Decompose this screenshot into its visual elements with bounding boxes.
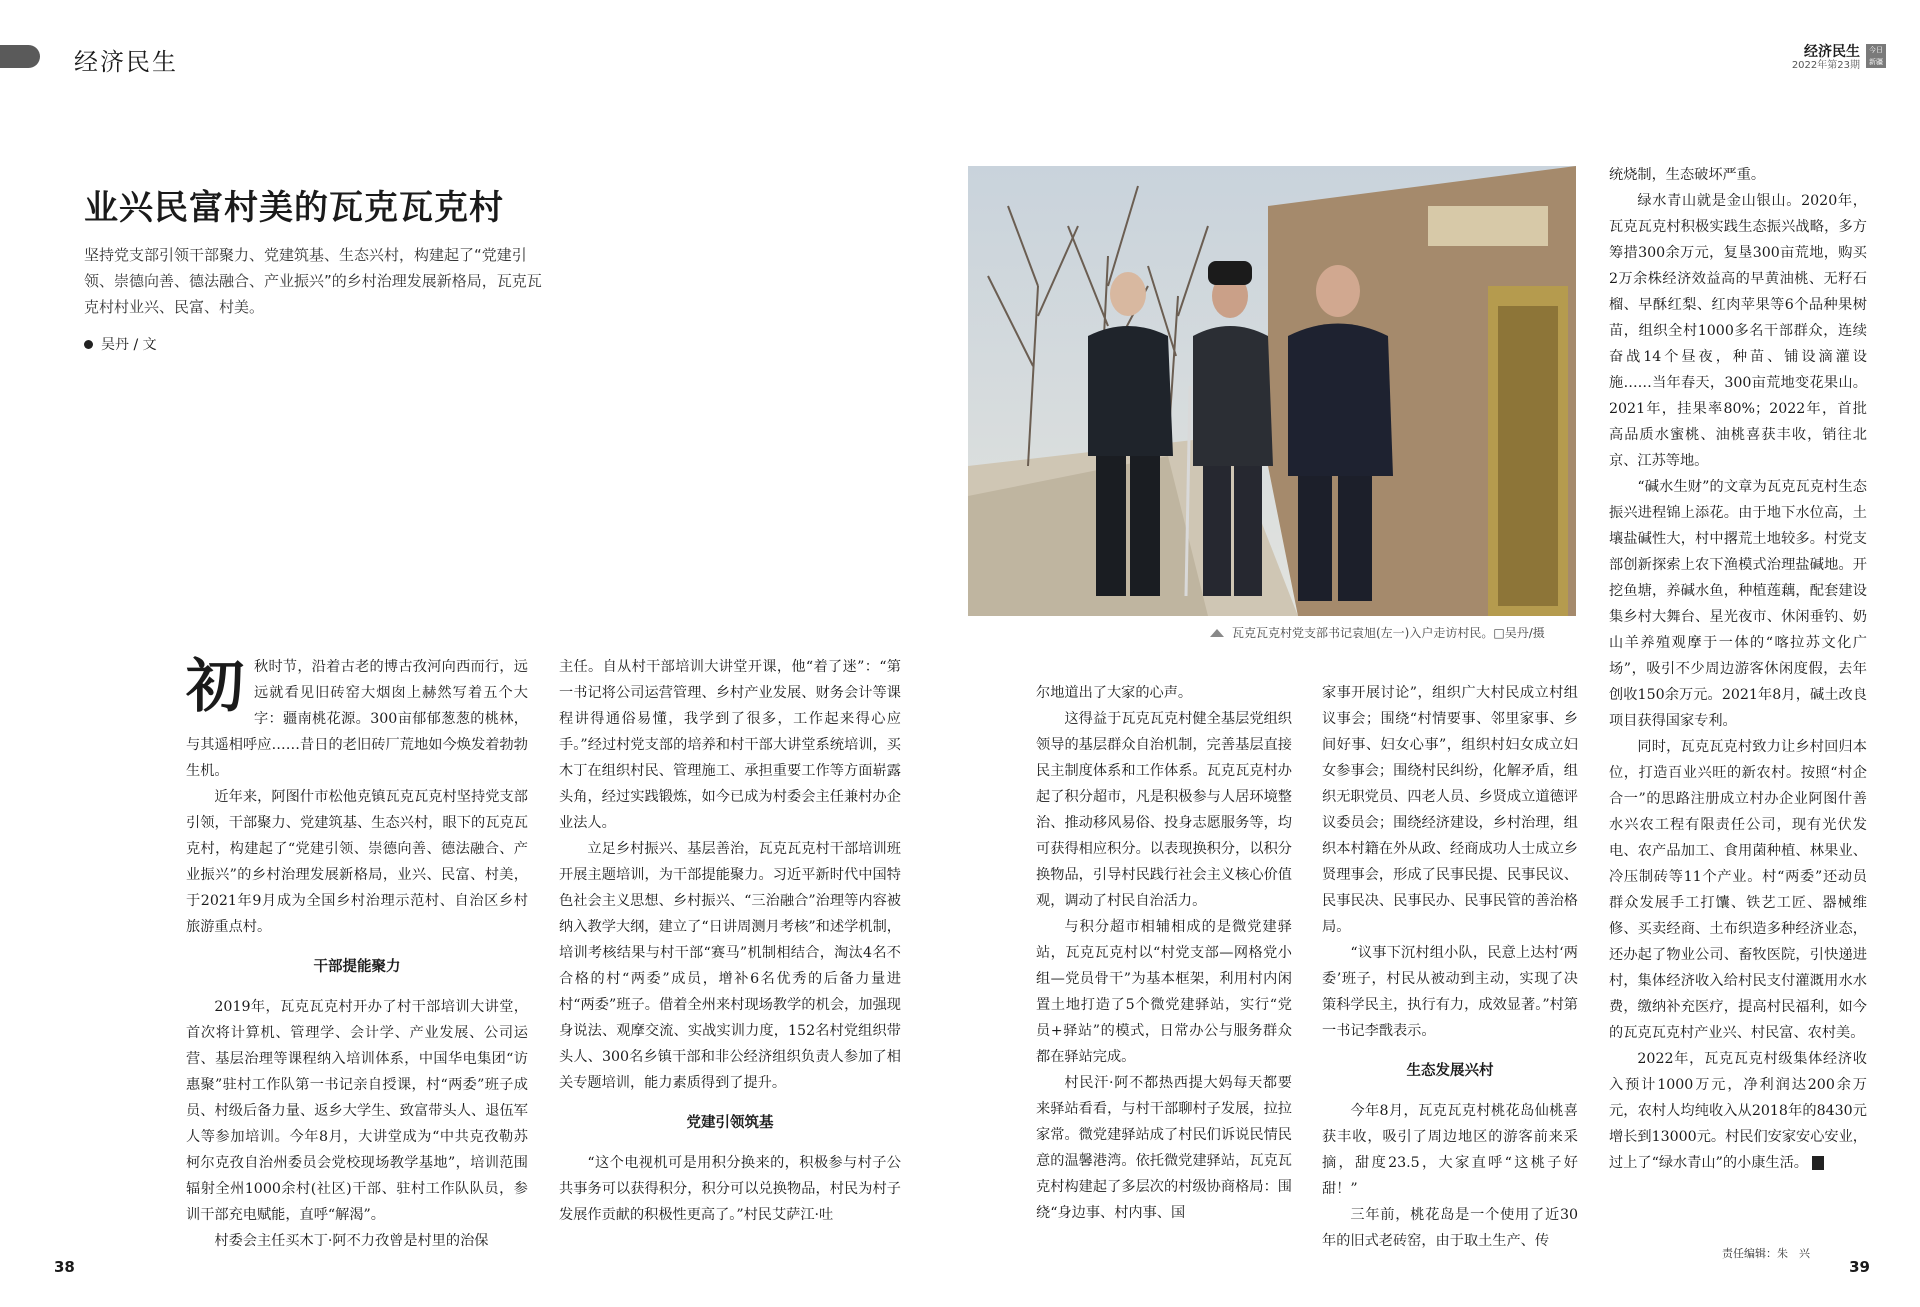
paragraph: 绿水青山就是金山银山。2020年，瓦克瓦克村积极实践生态振兴战略，多方筹措300余万元，复垦300亩荒地，购买2万余株经济效益高的早黄油桃、无籽石榴、早酥红梨、红肉苹果等6个品种果树苗，组织全村1000多名干部群众，连续奋战14个昼夜，种苗、铺设滴灌设施……当年春天，300亩荒地变花果山。2021年，挂果率80%；2022年，首批高品质水蜜桃、油桃喜获丰收，销往北京、江苏等地。	[1609, 193, 1867, 469]
caption-triangle-icon	[1210, 629, 1224, 637]
paragraph: 家事开展讨论”，组织广大村民成立村组议事会；围绕“村情要事、邻里家事、乡间好事、妇女心事”，组织村妇女成立妇女参事会；围绕村民纠纷，化解矛盾，组织无职党员、四老人员、乡贤成立道德评议委员会；围绕经济建设，乡村治理，组织本村籍在外从政、经商成功人士成立乡贤理事会，形成了民事民提、民事民议、民事民决、民事民办、民事民管的善治格局。	[1322, 685, 1578, 935]
section-tab-marker	[0, 45, 40, 68]
paragraph: 村民汗·阿不都热西提大妈每天都要来驿站看看，与村干部聊村子发展，拉拉家常。微党建驿站成了村民们诉说民情民意的温馨港湾。依托微党建驿站，瓦克瓦克村构建起了多层次的村级协商格局：围绕“身边事、村内事、国	[1036, 1075, 1292, 1221]
paragraph: 近年来，阿图什市松他克镇瓦克瓦克村坚持党支部引领，干部聚力、党建筑基、生态兴村，眼下的瓦克瓦克村，构建起了“党建引领、崇德向善、德法融合、产业振兴”的乡村治理发展新格局，业兴、民富、村美，于2021年9月成为全国乡村治理示范村、自治区乡村旅游重点村。	[186, 789, 528, 935]
paragraph: 这得益于瓦克瓦克村健全基层党组织领导的基层群众自治机制，完善基层直接民主制度体系和工作体系。瓦克瓦克村办起了积分超市，凡是积极参与人居环境整治、推动移风易俗、投身志愿服务等，均可获得相应积分。以表现换积分，以积分换物品，引导村民践行社会主义核心价值观，调动了村民自治活力。	[1036, 711, 1292, 909]
article-title: 业兴民富村美的瓦克瓦克村	[84, 188, 504, 228]
paragraph: “这个电视机可是用积分换来的，积极参与村子公共事务可以获得积分，积分可以兑换物品，村民为村子发展作贡献的积极性更高了。”村民艾萨江·吐	[559, 1155, 901, 1223]
body-column-5	[1609, 162, 1867, 1176]
page-number-right: 39	[1849, 1258, 1870, 1276]
paragraph: 三年前，桃花岛是一个使用了近30年的旧式老砖窑，由于取土生产、传	[1322, 1207, 1578, 1249]
drop-cap: 初	[186, 652, 245, 720]
byline	[84, 334, 157, 354]
subheading: 干部提能聚力	[313, 959, 401, 975]
body-column-2	[559, 654, 901, 1228]
paragraph: 2022年，瓦克瓦克村级集体经济收入预计1000万元，净利润达200余万元，农村人均纯收入从2018年的8430元增长到13000元。村民们安家安心安业，过上了“绿水青山”的小康生活。	[1609, 1051, 1867, 1171]
paragraph: 主任。自从村干部培训大讲堂开课，他“着了迷”：“第一书记将公司运营管理、乡村产业发展、财务会计等课程讲得通俗易懂，我学到了很多，工作起来得心应手。”经过村党支部的培养和村干部大讲堂系统培训，买木丁在组织村民、管理施工、承担重要工作等方面崭露头角，经过实践锻炼，如今已成为村委会主任兼村办企业法人。	[559, 659, 901, 831]
author: 吴丹 / 文	[101, 337, 157, 353]
section-title: 经济民生	[74, 48, 178, 76]
photo-caption: 瓦克瓦克村党支部书记袁旭(左一)入户走访村民。□吴丹/摄	[1232, 626, 1545, 640]
article-lead: 坚持党支部引领干部聚力、党建筑基、生态兴村，构建起了“党建引领、崇德向善、德法融合、产业振兴”的乡村治理发展新格局，瓦克瓦克村村业兴、民富、村美。	[84, 246, 542, 316]
photo-caption-row	[1210, 624, 1545, 641]
running-head	[1792, 44, 1886, 72]
paragraph: 尔地道出了大家的心声。	[1036, 685, 1193, 701]
paragraph: “议事下沉村组小队，民意上达村‘两委’班子，村民从被动到主动，实现了决策科学民主，执行有力，成效显著。”村第一书记李戬表示。	[1322, 945, 1578, 1039]
paragraph: 2019年，瓦克瓦克村开办了村干部培训大讲堂，首次将计算机、管理学、会计学、产业发展、公司运营、基层治理等课程纳入培训体系，中国华电集团“访惠聚”驻村工作队第一书记亲自授课，村“两委”班子成员、村级后备力量、返乡大学生、致富带头人、退伍军人等参加培训。今年8月，大讲堂成为“中共克孜勒苏柯尔克孜自治州委员会党校现场教学基地”，培训范围辐射全州1000余村(社区)干部、驻村工作队队员，参训干部充电赋能，直呼“解渴”。	[186, 999, 528, 1223]
paragraph: 今年8月，瓦克瓦克村桃花岛仙桃喜获丰收，吸引了周边地区的游客前来采摘，甜度23.5，大家直呼“这桃子好甜！”	[1322, 1103, 1578, 1197]
paragraph: 与积分超市相辅相成的是微党建驿站，瓦克瓦克村以“村党支部—网格党小组—党员骨干”为基本框架，利用村内闲置土地打造了5个微党建驿站，实行“党员+驿站”的模式，日常办公与服务群众都在驿站完成。	[1036, 919, 1292, 1065]
page-number-left: 38	[54, 1258, 75, 1276]
body-column-1	[186, 654, 528, 1254]
issue-number: 2022年第23期	[1791, 60, 1860, 71]
magazine-logo-badge: 今日新疆	[1866, 44, 1886, 68]
subheading: 党建引领筑基	[686, 1115, 774, 1131]
bullet-icon	[84, 340, 93, 349]
paragraph: 村委会主任买木丁·阿不力孜曾是村里的治保	[214, 1233, 489, 1249]
subheading: 生态发展兴村	[1406, 1063, 1494, 1079]
paragraph: 统烧制，生态破坏严重。	[1609, 167, 1766, 183]
body-column-4	[1322, 680, 1578, 1254]
responsible-editor: 责任编辑：朱 兴	[1722, 1247, 1810, 1260]
paragraph: 立足乡村振兴、基层善治，瓦克瓦克村干部培训班开展主题培训，为干部提能聚力。习近平新时代中国特色社会主义思想、乡村振兴、“三治融合”治理等内容被纳入教学大纲，建立了“日讲周测月考核”和述学机制，培训考核结果与村干部“赛马”机制相结合，淘汰4名不合格的村“两委”成员，增补6名优秀的后备力量进村“两委”班子。借着全州来村现场教学的机会，加强现身说法、观摩交流、实战实训力度，152名村党组织带头人、300名乡镇干部和非公经济组织负责人参加了相关专题培训，能力素质得到了提升。	[559, 841, 901, 1091]
body-column-3	[1036, 680, 1292, 1226]
paragraph: 初秋时节，沿着古老的博古孜河向西而行，远远就看见旧砖窑大烟囱上赫然写着五个大字：疆南桃花源。300亩郁郁葱葱的桃林，与其遥相呼应……昔日的老旧砖厂荒地如今焕发着勃勃生机。	[186, 652, 528, 779]
article-photo	[968, 166, 1576, 616]
paragraph: “碱水生财”的文章为瓦克瓦克村生态振兴进程锦上添花。由于地下水位高，土壤盐碱性大，村中撂荒土地较多。村党支部创新探索上农下渔模式治理盐碱地。开挖鱼塘，养碱水鱼，种植莲藕，配套建设集乡村大舞台、星光夜市、休闲垂钓、奶山羊养殖观摩于一体的“喀拉苏文化广场”，吸引不少周边游客休闲度假，去年创收150余万元。2021年8月，碱土改良项目获得国家专利。	[1609, 479, 1867, 729]
magazine-section: 经济民生	[1804, 44, 1860, 60]
paragraph: 同时，瓦克瓦克村致力让乡村回归本位，打造百业兴旺的新农村。按照“村企合一”的思路注册成立村办企业阿图什善水兴农工程有限责任公司，现有光伏发电、农产品加工、食用菌种植、林果业、冷压制砖等11个产业。村“两委”还动员群众发展手工打馕、铁艺工匠、器械维修、买卖经商、土布织造多种经济业态，还办起了物业公司、畜牧医院，引快递进村，集体经济收入给村民支付灌溉用水水费，缴纳补充医疗，提高村民福利，如今的瓦克瓦克村产业兴、村民富、农村美。	[1609, 739, 1867, 1041]
end-mark-icon	[1812, 1156, 1824, 1170]
